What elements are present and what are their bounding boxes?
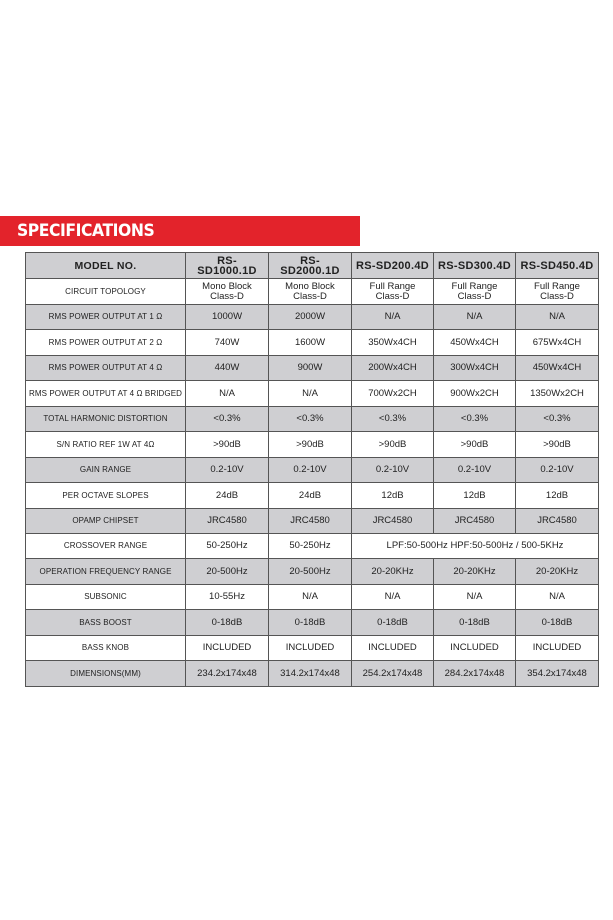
model-name-4: RS-SD450.4D — [516, 253, 599, 279]
topology-value-4 — [516, 279, 599, 305]
spec-value: 0-18dB — [186, 610, 269, 636]
topology-line: Full Range — [369, 280, 416, 292]
spec-value: INCLUDED — [516, 636, 599, 661]
spec-value: <0.3% — [269, 407, 352, 432]
row-label: CROSSOVER RANGE — [26, 534, 186, 559]
row-label: TOTAL HARMONIC DISTORTION — [26, 407, 186, 432]
spec-value: 20-20KHz — [434, 559, 516, 585]
spec-value: 675Wx4CH — [516, 330, 599, 356]
spec-value: 350Wx4CH — [352, 330, 434, 356]
crossover-merged-value: LPF:50-500Hz HPF:50-500Hz / 500-5KHz — [352, 534, 599, 559]
topology-line: Class-D — [540, 290, 574, 302]
spec-value: >90dB — [516, 432, 599, 458]
spec-value: INCLUDED — [352, 636, 434, 661]
model-no-label: MODEL NO. — [26, 253, 186, 279]
circuit-topology-row — [26, 279, 599, 305]
spec-value: 900Wx2CH — [434, 381, 516, 407]
header-row — [26, 253, 599, 279]
spec-value: >90dB — [186, 432, 269, 458]
spec-value: 0.2-10V — [352, 458, 434, 483]
topology-value-2 — [352, 279, 434, 305]
spec-row — [26, 305, 599, 330]
spec-value: INCLUDED — [434, 636, 516, 661]
row-label: PER OCTAVE SLOPES — [26, 483, 186, 509]
spec-value: 0-18dB — [434, 610, 516, 636]
spec-value: 0.2-10V — [434, 458, 516, 483]
spec-value: JRC4580 — [516, 509, 599, 534]
spec-value: INCLUDED — [186, 636, 269, 661]
spec-value: 2000W — [269, 305, 352, 330]
spec-row — [26, 661, 599, 687]
spec-value: N/A — [186, 381, 269, 407]
spec-value: 20-20KHz — [516, 559, 599, 585]
topology-line: Class-D — [210, 290, 244, 302]
spec-value: 1350Wx2CH — [516, 381, 599, 407]
spec-value: N/A — [516, 585, 599, 610]
row-label: RMS POWER OUTPUT AT 1 Ω — [26, 305, 186, 330]
spec-value: INCLUDED — [269, 636, 352, 661]
spec-value: N/A — [434, 305, 516, 330]
spec-value: 0-18dB — [269, 610, 352, 636]
spec-value: 24dB — [186, 483, 269, 509]
model-name-1: RS-SD2000.1D — [269, 253, 352, 279]
spec-value: 12dB — [516, 483, 599, 509]
spec-value: 50-250Hz — [269, 534, 352, 559]
spec-value: 1600W — [269, 330, 352, 356]
row-label: DIMENSIONS(MM) — [26, 661, 186, 687]
spec-value: N/A — [434, 585, 516, 610]
spec-row — [26, 610, 599, 636]
spec-value: 12dB — [352, 483, 434, 509]
spec-row — [26, 381, 599, 407]
spec-value: N/A — [352, 305, 434, 330]
topology-value-3 — [434, 279, 516, 305]
row-label: BASS BOOST — [26, 610, 186, 636]
row-label: BASS KNOB — [26, 636, 186, 661]
spec-value: 254.2x174x48 — [352, 661, 434, 687]
row-label: SUBSONIC — [26, 585, 186, 610]
topology-line: Full Range — [451, 280, 498, 292]
model-name-0: RS-SD1000.1D — [186, 253, 269, 279]
spec-row — [26, 483, 599, 509]
spec-value: 450Wx4CH — [434, 330, 516, 356]
spec-value: 0.2-10V — [186, 458, 269, 483]
spec-value: >90dB — [269, 432, 352, 458]
spec-value: 12dB — [434, 483, 516, 509]
spec-value: >90dB — [352, 432, 434, 458]
banner-title: SPECIFICATIONS — [17, 221, 155, 241]
crossover-range-row — [26, 534, 599, 559]
specifications-table — [25, 252, 599, 687]
spec-value: 200Wx4CH — [352, 356, 434, 381]
spec-value: 234.2x174x48 — [186, 661, 269, 687]
model-name-3: RS-SD300.4D — [434, 253, 516, 279]
topology-line: Class-D — [293, 290, 327, 302]
spec-value: 0.2-10V — [269, 458, 352, 483]
spec-value: 0-18dB — [516, 610, 599, 636]
topology-line: Mono Block — [285, 280, 335, 292]
spec-value: 440W — [186, 356, 269, 381]
spec-row — [26, 330, 599, 356]
spec-value: N/A — [269, 381, 352, 407]
topology-line: Class-D — [457, 290, 492, 302]
topology-line: Full Range — [534, 280, 580, 292]
spec-value: JRC4580 — [186, 509, 269, 534]
spec-value: 50-250Hz — [186, 534, 269, 559]
spec-value: 300Wx4CH — [434, 356, 516, 381]
row-label: OPERATION FREQUENCY RANGE — [26, 559, 186, 585]
spec-value: 1000W — [186, 305, 269, 330]
spec-value: <0.3% — [516, 407, 599, 432]
spec-row — [26, 356, 599, 381]
spec-value: JRC4580 — [434, 509, 516, 534]
spec-value: JRC4580 — [352, 509, 434, 534]
spec-value: N/A — [352, 585, 434, 610]
spec-value: 314.2x174x48 — [269, 661, 352, 687]
spec-value: 20-20KHz — [352, 559, 434, 585]
row-label: S/N RATIO REF 1W AT 4Ω — [26, 432, 186, 458]
spec-value: 0.2-10V — [516, 458, 599, 483]
row-label: GAIN RANGE — [26, 458, 186, 483]
topology-line: Mono Block — [202, 280, 252, 292]
spec-value: 0-18dB — [352, 610, 434, 636]
spec-row — [26, 509, 599, 534]
spec-value: >90dB — [434, 432, 516, 458]
spec-value: N/A — [516, 305, 599, 330]
topology-line: Class-D — [375, 290, 410, 302]
spec-value: 740W — [186, 330, 269, 356]
spec-value: 354.2x174x48 — [516, 661, 599, 687]
spec-value: <0.3% — [352, 407, 434, 432]
row-label: CIRCUIT TOPOLOGY — [26, 279, 186, 305]
spec-value: 700Wx2CH — [352, 381, 434, 407]
spec-value: JRC4580 — [269, 509, 352, 534]
spec-value: 20-500Hz — [269, 559, 352, 585]
spec-value: 284.2x174x48 — [434, 661, 516, 687]
spec-value: 900W — [269, 356, 352, 381]
model-name-2: RS-SD200.4D — [352, 253, 434, 279]
spec-value: N/A — [269, 585, 352, 610]
spec-value: <0.3% — [434, 407, 516, 432]
spec-value: 10-55Hz — [186, 585, 269, 610]
spec-row — [26, 559, 599, 585]
spec-row — [26, 585, 599, 610]
spec-row — [26, 458, 599, 483]
topology-value-0 — [186, 279, 269, 305]
spec-value: 450Wx4CH — [516, 356, 599, 381]
specifications-banner — [0, 216, 360, 246]
spec-row — [26, 407, 599, 432]
spec-value: 24dB — [269, 483, 352, 509]
row-label: RMS POWER OUTPUT AT 4 Ω BRIDGED — [26, 381, 186, 407]
row-label: RMS POWER OUTPUT AT 2 Ω — [26, 330, 186, 356]
row-label: RMS POWER OUTPUT AT 4 Ω — [26, 356, 186, 381]
spec-value: <0.3% — [186, 407, 269, 432]
spec-row — [26, 432, 599, 458]
spec-value: 20-500Hz — [186, 559, 269, 585]
spec-row — [26, 636, 599, 661]
row-label: OPAMP CHIPSET — [26, 509, 186, 534]
topology-value-1 — [269, 279, 352, 305]
